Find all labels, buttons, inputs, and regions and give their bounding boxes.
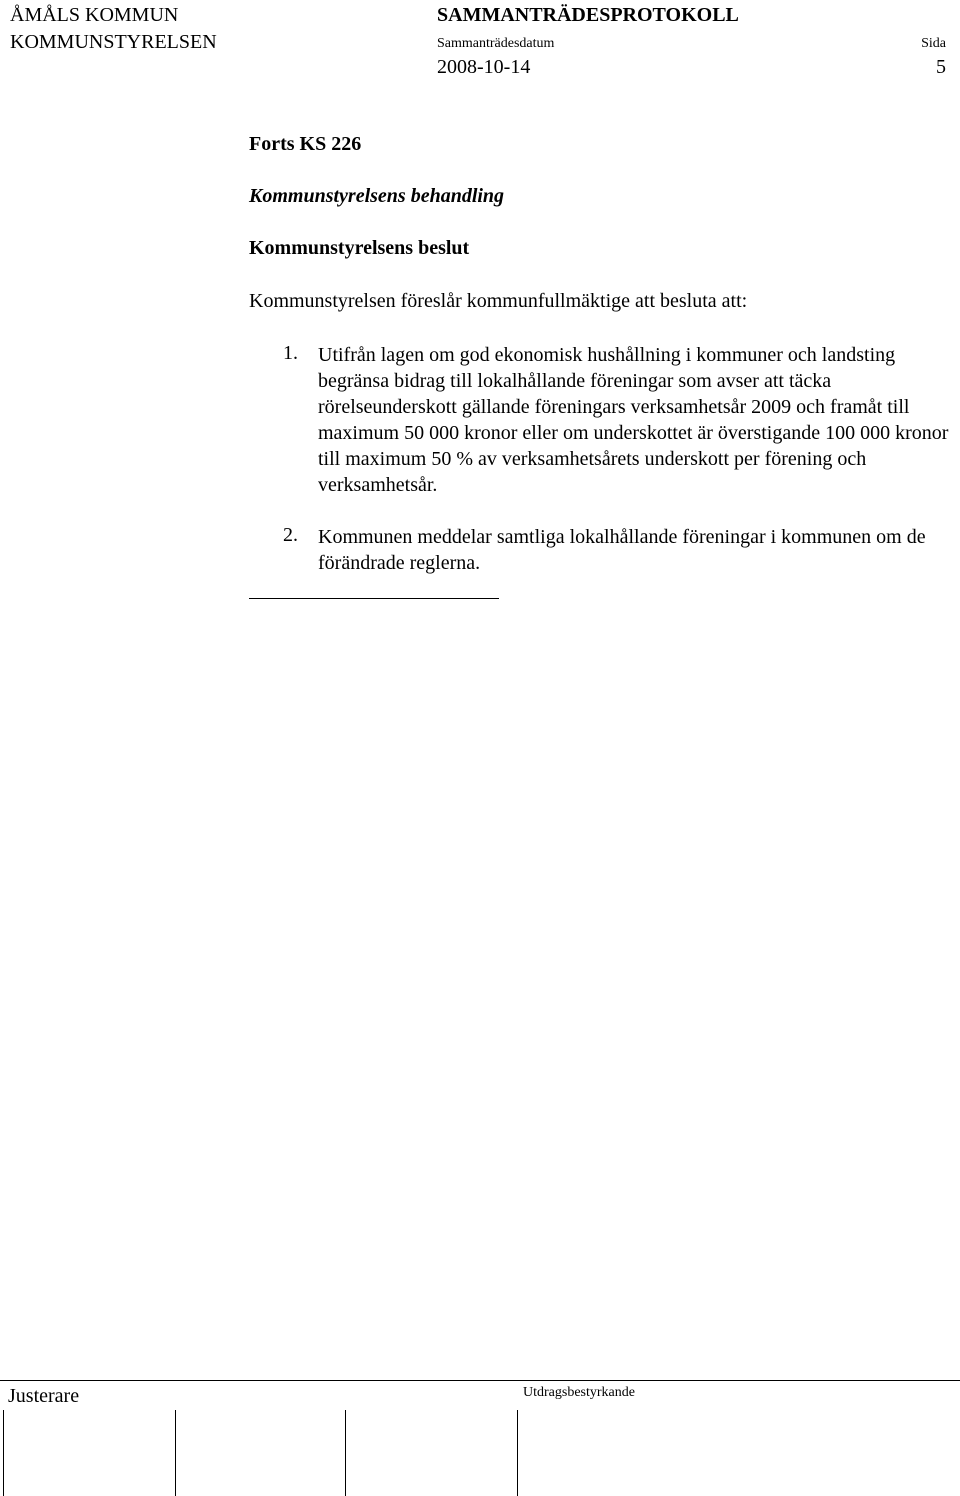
signature-box-divider: [175, 1410, 176, 1496]
meeting-date-label: Sammanträdesdatum: [437, 36, 555, 51]
list-item-number: 2.: [283, 524, 298, 546]
signature-box-divider: [517, 1410, 518, 1496]
page-label: Sida: [921, 36, 946, 51]
section-end-rule: [249, 598, 499, 599]
footer-divider: [0, 1380, 960, 1381]
board-name: KOMMUNSTYRELSEN: [10, 31, 217, 53]
treatment-heading: Kommunstyrelsens behandling: [249, 185, 505, 207]
signature-box-divider: [345, 1410, 346, 1496]
certification-label: Utdragsbestyrkande: [523, 1385, 635, 1400]
adjusters-label: Justerare: [8, 1385, 80, 1407]
organization-name: ÅMÅLS KOMMUN: [10, 4, 179, 26]
list-item-number: 1.: [283, 342, 298, 364]
decision-intro: Kommunstyrelsen föreslår kommunfullmäktige att besluta att:: [249, 290, 748, 312]
meeting-date: 2008-10-14: [437, 56, 531, 78]
list-item-text: Kommunen meddelar samtliga lokalhållande föreningar i kommunen om de förändrade reglerna.: [318, 526, 926, 574]
document-type: SAMMANTRÄDESPROTOKOLL: [437, 4, 739, 26]
section-title: Forts KS 226: [249, 133, 362, 155]
signature-box-divider: [3, 1410, 4, 1496]
decision-heading: Kommunstyrelsens beslut: [249, 237, 470, 259]
page-number: 5: [936, 56, 946, 78]
list-item-text: Utifrån lagen om god ekonomisk hushållning i kommuner och landsting begränsa bidrag till lokalhållande föreningar som avser att täcka rörelseunderskott gällande föreningars verksamhetsår 2009 och framåt till maximum 50 000 kronor eller om underskottet är överstigande 100 000 kronor till maximum 50 % av verksamhetsårets underskott per förening och verksamhetsår.: [318, 344, 949, 496]
